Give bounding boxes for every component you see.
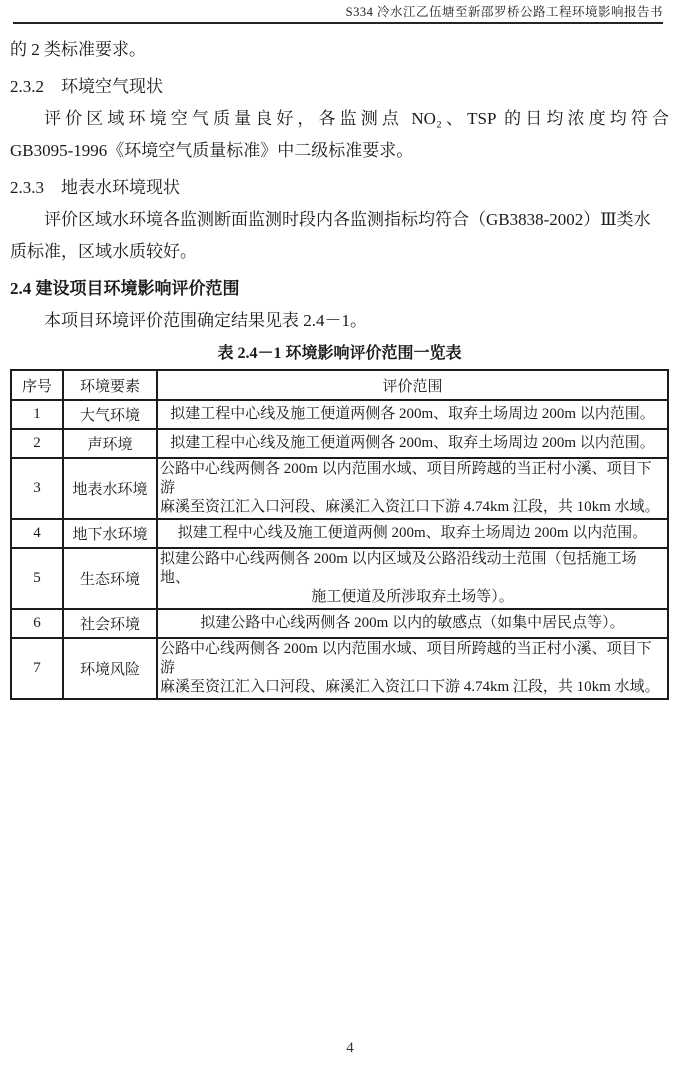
- report-header-title: S334 冷水江乙伍塘至新邵罗桥公路工程环境影响报告书: [345, 5, 663, 19]
- table-title: 表 2.4－1 环境影响评价范围一览表: [217, 345, 462, 362]
- scope-line: 公路中心线两侧各 200m 以内范围水域、项目所跨越的当正村小溪、项目下游: [160, 641, 652, 676]
- scope-line: 拟建公路中心线两侧各 200m 以内区域及公路沿线动土范围（包括施工场地、: [160, 551, 637, 586]
- paragraph-line: GB3095-1996《环境空气质量标准》中二级标准要求。: [10, 141, 414, 160]
- cell-index: 5: [11, 548, 63, 609]
- cell-factor: 地表水环境: [63, 458, 157, 519]
- cell-index: 7: [11, 638, 63, 699]
- scope-intro-paragraph: 本项目环境评价范围确定结果见表 2.4－1。: [44, 311, 367, 330]
- scope-table: [10, 369, 669, 700]
- table-row: [11, 609, 668, 638]
- scope-line: 拟建公路中心线两侧各 200m 以内的敏感点（如集中居民点等）。: [200, 615, 625, 631]
- page-number: 4: [346, 1040, 354, 1056]
- paragraph-line: 评价区域水环境各监测断面监测时段内各监测指标均符合（GB3838-2002）Ⅲ类水: [44, 210, 651, 229]
- table-row: [11, 400, 668, 429]
- table-row: [11, 548, 668, 609]
- section-heading-2-4: 2.4 建设项目环境影响评价范围: [10, 279, 240, 298]
- column-header-scope: 评价范围: [157, 370, 668, 400]
- paragraph-line: 质标准，区域水质较好。: [10, 242, 197, 261]
- cell-factor: 大气环境: [63, 400, 157, 429]
- cell-scope: [157, 458, 668, 519]
- section-heading-2-3-3: 2.3.3 地表水环境现状: [10, 178, 180, 197]
- section-heading-2-3-2: 2.3.2 环境空气现状: [10, 77, 163, 96]
- scope-line: 拟建工程中心线及施工便道两侧各 200m、取弃土场周边 200m 以内范围。: [170, 435, 655, 451]
- surface-water-paragraph: [10, 204, 669, 268]
- scope-line: 麻溪至资江汇入口河段、麻溪汇入资江口下游 4.74km 江段，共 10km 水域。: [160, 679, 660, 695]
- air-quality-paragraph: [10, 103, 669, 167]
- cell-scope: [157, 609, 668, 638]
- paragraph-line: 评价区域环境空气质量良好，各监测点 NO₂、TSP 的日均浓度均符合: [44, 109, 669, 128]
- scope-line: 公路中心线两侧各 200m 以内范围水域、项目所跨越的当正村小溪、项目下游: [160, 461, 652, 496]
- page-content: [10, 34, 669, 700]
- page-header: [13, 0, 663, 19]
- table-row: [11, 519, 668, 548]
- table-header-row: [11, 370, 668, 400]
- table-row: [11, 429, 668, 458]
- cell-factor: 环境风险: [63, 638, 157, 699]
- scope-line: 拟建工程中心线及施工便道两侧各 200m、取弃土场周边 200m 以内范围。: [170, 406, 655, 422]
- scope-line: 施工便道及所涉取弃土场等）。: [311, 589, 514, 605]
- column-header-factor: 环境要素: [63, 370, 157, 400]
- cell-factor: 声环境: [63, 429, 157, 458]
- cell-scope: [157, 429, 668, 458]
- table-row: [11, 638, 668, 699]
- cell-scope: [157, 519, 668, 548]
- scope-line: 拟建工程中心线及施工便道两侧 200m、取弃土场周边 200m 以内范围。: [177, 525, 648, 541]
- cell-index: 2: [11, 429, 63, 458]
- continued-paragraph: 的 2 类标准要求。: [10, 40, 146, 59]
- cell-index: 6: [11, 609, 63, 638]
- cell-index: 1: [11, 400, 63, 429]
- cell-factor: 生态环境: [63, 548, 157, 609]
- scope-line: 麻溪至资江汇入口河段、麻溪汇入资江口下游 4.74km 江段，共 10km 水域。: [160, 499, 660, 515]
- cell-index: 3: [11, 458, 63, 519]
- scope-table-body: [11, 400, 668, 699]
- header-divider: [13, 22, 663, 24]
- cell-scope: [157, 400, 668, 429]
- table-row: [11, 458, 668, 519]
- cell-scope: [157, 548, 668, 609]
- cell-scope: [157, 638, 668, 699]
- cell-factor: 地下水环境: [63, 519, 157, 548]
- cell-index: 4: [11, 519, 63, 548]
- column-header-index: 序号: [11, 370, 63, 400]
- cell-factor: 社会环境: [63, 609, 157, 638]
